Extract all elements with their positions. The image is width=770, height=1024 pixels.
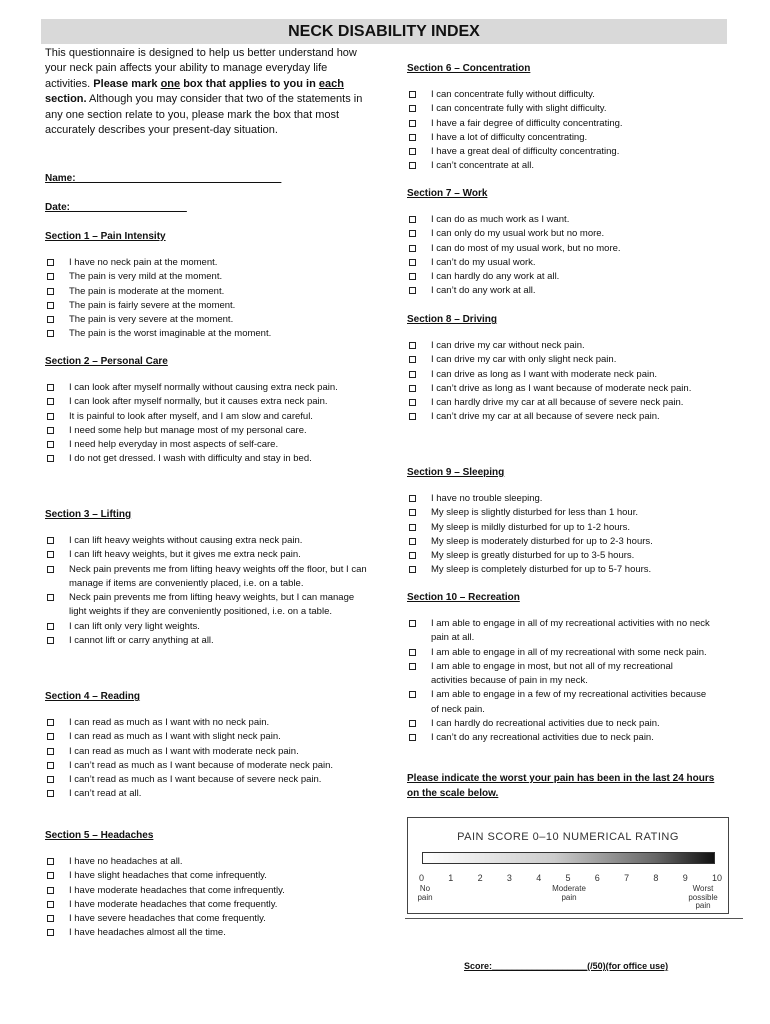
intro-underline-one: one (160, 77, 181, 90)
option-label: It is painful to look after myself, and I am slow and careful. (69, 410, 313, 422)
option-label: I can read as much as I want with slight neck pain. (69, 731, 281, 743)
option-item[interactable] (47, 912, 369, 926)
option-item[interactable] (47, 926, 369, 940)
option-label: I do not get dressed. I wash with difficulty and stay in bed. (69, 453, 312, 465)
scale-tick-label: 2 (477, 873, 483, 883)
option-item[interactable] (47, 787, 369, 801)
option-item[interactable] (47, 759, 369, 773)
option-item[interactable] (409, 227, 711, 241)
option-item[interactable] (409, 396, 711, 410)
intro-paragraph (45, 46, 370, 138)
option-item[interactable] (409, 368, 711, 382)
option-label: My sleep is greatly disturbed for up to 3-5 hours. (431, 550, 635, 562)
option-label: I can look after myself normally, but it causes extra neck pain. (69, 396, 328, 408)
option-item[interactable] (47, 381, 369, 395)
checkbox[interactable] (47, 302, 54, 309)
scale-tick-label: 10 (712, 873, 723, 883)
option-item[interactable] (409, 145, 711, 159)
option-item[interactable] (409, 521, 711, 535)
section-options (431, 617, 711, 746)
scale-tick-label: 6 (594, 873, 600, 883)
checkbox[interactable] (409, 691, 416, 698)
checkbox[interactable] (47, 288, 54, 295)
name-field[interactable]: Name:_____________________________________ (45, 173, 282, 184)
section-title: Section 3 – Lifting (45, 509, 132, 520)
option-label: The pain is the worst imaginable at the moment. (69, 328, 272, 340)
option-item[interactable] (409, 563, 711, 577)
section-options (431, 213, 711, 299)
option-item[interactable] (47, 452, 369, 466)
option-item[interactable] (409, 213, 711, 227)
option-item[interactable] (409, 617, 711, 646)
section-title: Section 10 – Recreation (407, 592, 520, 603)
worst-pain-note: Please indicate the worst your pain has been in the last 24 hours on the scale below. (407, 773, 715, 799)
option-item[interactable] (47, 563, 369, 592)
option-label: My sleep is slightly disturbed for less than 1 hour. (431, 507, 638, 519)
checkbox[interactable] (47, 566, 54, 573)
section-options (431, 88, 711, 174)
section-title: Section 1 – Pain Intensity (45, 231, 166, 242)
option-label: I can’t do any work at all. (431, 285, 536, 297)
option-label: I need some help but manage most of my personal care. (69, 424, 307, 436)
option-item[interactable] (409, 117, 711, 131)
option-label: I am able to engage in a few of my recreational activities because of neck pain. (431, 689, 707, 715)
section-title: Section 8 – Driving (407, 314, 498, 325)
option-item[interactable] (409, 256, 711, 270)
form-title: NECK DISABILITY INDEX (41, 19, 727, 44)
checkbox[interactable] (47, 398, 54, 405)
pain-scale-low: No pain (417, 884, 433, 902)
section-title: Section 5 – Headaches (45, 830, 154, 841)
option-item[interactable] (47, 620, 369, 634)
checkbox[interactable] (47, 259, 54, 266)
option-label: I can’t do my usual work. (431, 256, 536, 268)
option-label: I can concentrate fully without difficulty. (431, 89, 595, 100)
option-item[interactable] (409, 688, 711, 717)
section-options (431, 339, 711, 425)
option-item[interactable] (47, 855, 369, 869)
checkbox[interactable] (47, 637, 54, 644)
option-item[interactable] (47, 424, 369, 438)
option-label: I can look after myself normally without causing extra neck pain. (69, 382, 338, 393)
checkbox[interactable] (409, 162, 416, 169)
option-label: I can’t do any recreational activities due to neck pain. (431, 732, 654, 744)
option-label: I can lift heavy weights without causing extra neck pain. (69, 535, 303, 546)
option-label: I can hardly do any work at all. (431, 271, 560, 283)
section-options (69, 381, 369, 467)
option-item[interactable] (47, 898, 369, 912)
option-item[interactable] (47, 548, 369, 562)
option-label: I can’t read at all. (69, 788, 142, 800)
checkbox[interactable] (47, 330, 54, 337)
checkbox[interactable] (47, 455, 54, 462)
scale-tick-label: 7 (624, 873, 630, 883)
option-item[interactable] (409, 646, 711, 660)
checkbox[interactable] (409, 120, 416, 127)
option-item[interactable] (47, 285, 369, 299)
option-label: I can do most of my usual work, but no more. (431, 242, 621, 254)
option-label: I am able to engage in most, but not all of my recreational activities because of pain in my neck. (431, 660, 673, 687)
option-item[interactable] (47, 313, 369, 327)
option-item[interactable] (47, 256, 369, 270)
option-label: I can’t concentrate at all. (431, 160, 534, 172)
option-label: I can drive my car with only slight neck pain. (431, 354, 617, 366)
checkbox[interactable] (409, 620, 416, 627)
pain-scale-mid: Moderate pain (552, 884, 586, 902)
option-label: I can’t read as much as I want because of severe neck pain. (69, 774, 322, 786)
checkbox[interactable] (409, 720, 416, 727)
option-label: I have a great deal of difficulty concentrating. (431, 146, 620, 158)
option-label: I can lift only very light weights. (69, 620, 200, 632)
option-label: I am able to engage in all of my recreational with some neck pain. (431, 646, 707, 658)
checkbox[interactable] (409, 371, 416, 378)
checkbox[interactable] (409, 91, 416, 98)
option-item[interactable] (409, 382, 711, 396)
option-item[interactable] (47, 773, 369, 787)
checkbox[interactable] (47, 384, 54, 391)
option-item[interactable] (47, 591, 369, 620)
checkbox[interactable] (409, 287, 416, 294)
option-item[interactable] (47, 634, 369, 648)
scale-tick-label: 0 (419, 873, 425, 883)
scale-tick-label: 1 (448, 873, 454, 883)
checkbox[interactable] (47, 413, 54, 420)
option-label: I am able to engage in all of my recreational activities with no neck pain at all. (431, 618, 710, 644)
option-label: I have moderate headaches that come frequently. (69, 898, 278, 910)
checkbox[interactable] (409, 356, 416, 363)
option-label: I have no trouble sleeping. (431, 493, 543, 504)
checkbox[interactable] (409, 216, 416, 223)
section-title: Section 6 – Concentration (407, 63, 531, 74)
option-label: The pain is very severe at the moment. (69, 314, 234, 326)
checkbox[interactable] (409, 148, 416, 155)
option-label: I can read as much as I want with moderate neck pain. (69, 745, 299, 757)
option-label: The pain is moderate at the moment. (69, 285, 225, 297)
checkbox[interactable] (47, 915, 54, 922)
section-options (69, 855, 369, 941)
checkbox[interactable] (409, 734, 416, 741)
checkbox[interactable] (47, 887, 54, 894)
checkbox[interactable] (47, 316, 54, 323)
pain-scale-title: PAIN SCORE 0–10 NUMERICAL RATING (457, 831, 679, 843)
score-line[interactable]: Score:___________________(/50)(for office use) (464, 961, 669, 971)
option-item[interactable] (409, 284, 711, 298)
section-title: Section 7 – Work (407, 188, 488, 199)
option-item[interactable] (409, 88, 711, 102)
option-item[interactable] (409, 131, 711, 145)
checkbox[interactable] (47, 748, 54, 755)
checkbox[interactable] (409, 245, 416, 252)
section-title: Section 4 – Reading (45, 691, 141, 702)
intro-bold: box that applies to you in (180, 77, 319, 90)
checkbox[interactable] (409, 509, 416, 516)
section-options (69, 716, 369, 802)
intro-text: This questionnaire is designed to help us better understand how your neck pain affects your ability to manage everyday life activities. (45, 47, 357, 90)
checkbox[interactable] (47, 273, 54, 280)
pain-scale[interactable] (407, 817, 729, 914)
section-title: Section 9 – Sleeping (407, 467, 505, 478)
date-field[interactable]: Date:_____________________ (45, 202, 187, 213)
option-item[interactable] (47, 534, 369, 548)
option-item[interactable] (47, 716, 369, 730)
option-item[interactable] (409, 102, 711, 116)
option-label: The pain is fairly severe at the moment. (69, 299, 236, 311)
intro-bold: section. (45, 93, 87, 106)
option-item[interactable] (409, 535, 711, 549)
checkbox[interactable] (47, 929, 54, 936)
option-label: I can’t drive as long as I want because of moderate neck pain. (431, 382, 692, 394)
checkbox[interactable] (47, 537, 54, 544)
option-label: I can lift heavy weights, but it gives me extra neck pain. (69, 549, 301, 561)
option-label: I can’t read as much as I want because of moderate neck pain. (69, 759, 334, 771)
option-item[interactable] (409, 717, 711, 731)
option-item[interactable] (409, 159, 711, 173)
checkbox[interactable] (409, 105, 416, 112)
option-label: My sleep is completely disturbed for up to 5-7 hours. (431, 564, 652, 576)
checkbox[interactable] (47, 762, 54, 769)
option-item[interactable] (409, 339, 711, 353)
option-label: I can concentrate fully with slight difficulty. (431, 103, 607, 115)
checkbox[interactable] (409, 538, 416, 545)
option-label: I have no headaches at all. (69, 856, 183, 867)
checkbox[interactable] (47, 551, 54, 558)
checkbox[interactable] (47, 441, 54, 448)
checkbox[interactable] (47, 594, 54, 601)
intro-bold: Please mark (93, 77, 161, 90)
option-item[interactable] (47, 730, 369, 744)
checkbox[interactable] (47, 858, 54, 865)
divider-line (405, 918, 743, 919)
scale-tick-label: 4 (536, 873, 542, 883)
checkbox[interactable] (47, 733, 54, 740)
scale-tick-label: 5 (565, 873, 571, 883)
checkbox[interactable] (409, 566, 416, 573)
option-item[interactable] (47, 745, 369, 759)
section-options (69, 256, 369, 342)
checkbox[interactable] (409, 385, 416, 392)
option-label: I can hardly drive my car at all because of severe neck pain. (431, 397, 684, 409)
section-title: Section 2 – Personal Care (45, 356, 168, 367)
option-item[interactable] (47, 327, 369, 341)
option-item[interactable] (47, 410, 369, 424)
option-label: I have a fair degree of difficulty concentrating. (431, 117, 623, 129)
option-item[interactable] (409, 492, 711, 506)
option-item[interactable] (409, 506, 711, 520)
option-label: I can do as much work as I want. (431, 214, 570, 225)
option-label: I can read as much as I want with no neck pain. (69, 717, 270, 728)
scale-tick-label: 8 (653, 873, 659, 883)
option-label: Neck pain prevents me from lifting heavy weights off the floor, but I can manage if items are conveniently placed, i.e. on a table. (69, 563, 367, 589)
option-item[interactable] (409, 549, 711, 563)
checkbox[interactable] (409, 230, 416, 237)
scale-tick-label: 3 (506, 873, 512, 883)
checkbox[interactable] (409, 524, 416, 531)
option-label: I can only do my usual work but no more. (431, 228, 605, 240)
checkbox[interactable] (47, 719, 54, 726)
option-item[interactable] (409, 660, 711, 689)
option-label: I have no neck pain at the moment. (69, 257, 218, 268)
option-item[interactable] (409, 353, 711, 367)
section-options (69, 534, 369, 648)
pain-scale-gradient[interactable] (422, 852, 715, 864)
checkbox[interactable] (47, 901, 54, 908)
checkbox[interactable] (47, 872, 54, 879)
checkbox[interactable] (47, 776, 54, 783)
option-item[interactable] (409, 242, 711, 256)
checkbox[interactable] (409, 273, 416, 280)
option-item[interactable] (47, 869, 369, 883)
option-item[interactable] (47, 395, 369, 409)
option-item[interactable] (409, 731, 711, 745)
checkbox[interactable] (409, 399, 416, 406)
option-label: My sleep is moderately disturbed for up to 2-3 hours. (431, 535, 653, 547)
checkbox[interactable] (409, 495, 416, 502)
option-item[interactable] (47, 299, 369, 313)
option-label: I can drive as long as I want with moderate neck pain. (431, 368, 658, 380)
option-label: The pain is very mild at the moment. (69, 271, 223, 283)
checkbox[interactable] (409, 342, 416, 349)
option-item[interactable] (409, 410, 711, 424)
section-options (431, 492, 711, 578)
checkbox[interactable] (409, 413, 416, 420)
option-label: I need help everyday in most aspects of self-care. (69, 439, 279, 451)
option-item[interactable] (47, 884, 369, 898)
checkbox[interactable] (409, 649, 416, 656)
option-label: I can hardly do recreational activities due to neck pain. (431, 718, 660, 730)
checkbox[interactable] (409, 134, 416, 141)
option-label: I have moderate headaches that come infrequently. (69, 884, 285, 896)
option-label: I can’t drive my car at all because of severe neck pain. (431, 411, 660, 423)
checkbox[interactable] (47, 790, 54, 797)
checkbox[interactable] (409, 663, 416, 670)
checkbox[interactable] (409, 259, 416, 266)
option-item[interactable] (47, 270, 369, 284)
option-label: I can drive my car without neck pain. (431, 340, 585, 351)
pain-scale-high: Worst possible pain (688, 884, 718, 910)
option-item[interactable] (47, 438, 369, 452)
scale-tick-label: 9 (682, 873, 688, 883)
checkbox[interactable] (47, 427, 54, 434)
option-label: I have slight headaches that come infrequently. (69, 870, 267, 882)
option-label: I have headaches almost all the time. (69, 927, 226, 939)
option-label: My sleep is mildly disturbed for up to 1-2 hours. (431, 521, 631, 533)
option-item[interactable] (409, 270, 711, 284)
checkbox[interactable] (409, 552, 416, 559)
checkbox[interactable] (47, 623, 54, 630)
option-label: I cannot lift or carry anything at all. (69, 635, 214, 647)
option-label: I have a lot of difficulty concentrating. (431, 131, 588, 143)
intro-text: Although you may consider that two of the statements in any one section relate to you, please mark the box that most accurately describes your present-day situation. (45, 93, 363, 137)
option-label: I have severe headaches that come frequently. (69, 913, 266, 925)
option-label: Neck pain prevents me from lifting heavy weights, but I can manage light weights if they are conveniently positioned, i.e. on a table. (69, 592, 355, 618)
intro-underline-each: each (318, 77, 344, 90)
